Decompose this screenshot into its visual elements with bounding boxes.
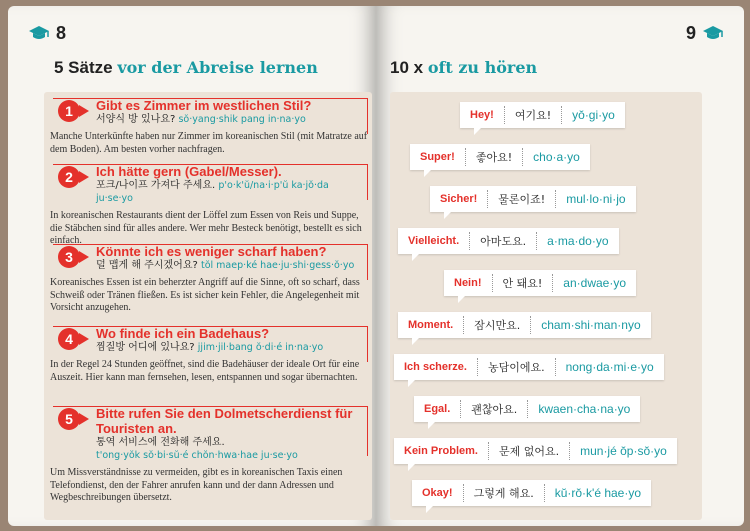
phrase-german: Ich scherze. [404, 361, 467, 373]
phrase-german: Vielleicht. [408, 235, 460, 247]
number-badge: 2 [58, 166, 80, 188]
page-title [54, 58, 318, 78]
phrase-korean: 안 돼요! [502, 277, 543, 290]
phrase-row [460, 102, 625, 128]
page-number: 8 [56, 23, 67, 43]
sentence-romanization: jjim·jil·bang ŏ·di·é in·na·yo [197, 342, 324, 353]
phrase-korean: 문제 없어요. [498, 445, 560, 458]
phrase-romanization: mun·jé ŏp·sŏ·yo [580, 444, 667, 458]
sentence-item [50, 98, 368, 156]
phrase-korean: 좋아요! [475, 151, 513, 164]
phrase-german: Hey! [470, 109, 494, 121]
phrase-korean: 여기요! [514, 109, 552, 122]
sentence-item [50, 164, 368, 248]
phrase-row [394, 354, 664, 380]
phrase-romanization: an·dwae·yo [563, 276, 626, 290]
sentence-korean: 덜 맵게 해 주시겠어요? [96, 260, 198, 271]
phrase-korean: 아마도요. [480, 235, 527, 248]
graduation-cap-icon [702, 24, 724, 42]
sentence-romanization: p'o·k'ŭ/na·i·p'ŭ ka·jŏ·da ju·se·yo [96, 180, 329, 204]
number-badge: 5 [58, 408, 80, 430]
phrases-panel [390, 92, 702, 520]
phrase-german: Super! [420, 151, 455, 163]
right-page [376, 6, 744, 526]
phrase-german: Moment. [408, 319, 454, 331]
phrase-romanization: mul·lo·ni·jo [566, 192, 626, 206]
sentence-explanation: In koreanischen Restaurants dient der Löffel zum Essen von Reis und Suppe, die Stäbchen sind für alles andere. Wer mehr Besteck benötigt, bestellt es sich einfach. [50, 210, 362, 246]
phrase-row [410, 144, 590, 170]
phrase-row [412, 480, 651, 506]
sentence-item [50, 406, 368, 505]
phrase-german: Sicher! [440, 193, 478, 205]
phrase-korean: 괜찮아요. [471, 403, 518, 416]
sentence-explanation: Koreanisches Essen ist ein beherzter Angriff auf die Sinne, oft so scharf, dass Schweiß oder Tränen fließen. Es ist sicher kein Fehler, die Angelegenheit mit Vorsicht anzugehen. [50, 277, 360, 313]
graduation-cap-icon [28, 24, 50, 42]
phrase-romanization: nong·da·mi·e·yo [565, 360, 654, 374]
sentence-explanation: Um Missverständnisse zu vermeiden, gibt es in koreanischen Taxis einen Telefondienst, den der Fahrer anrufen kann und der dann Adressen und Wegbeschreibungen übersetzt. [50, 467, 343, 503]
book-spread [8, 6, 744, 526]
sentence-romanization: t'ong·yŏk sŏ·bi·sŭ·é chŏn·hwa·hae ju·se·yo [96, 450, 298, 461]
sentence-question: Gibt es Zimmer im westlichen Stil? [96, 98, 312, 113]
phrase-korean: 농담이에요. [487, 361, 545, 374]
sentences-panel [44, 92, 372, 520]
sentence-question: Wo finde ich ein Badehaus? [96, 326, 270, 341]
phrase-romanization: yŏ·gi·yo [572, 108, 615, 122]
phrase-romanization: cho·a·yo [533, 150, 580, 164]
title-part-1: 10 x [390, 58, 428, 77]
sentence-romanization: sŏ·yang·shik pang in·na·yo [178, 114, 306, 125]
phrase-row [398, 312, 651, 338]
phrase-romanization: a·ma·do·yo [547, 234, 609, 248]
phrase-row [398, 228, 619, 254]
sentence-item [50, 244, 368, 315]
sentence-romanization: tŏl maep·ké hae·ju·shi·gess·ŏ·yo [200, 260, 355, 271]
sentence-korean: 서양식 방 있나요? [96, 114, 176, 125]
title-part-2: vor der Abreise lernen [117, 58, 318, 77]
sentence-question: Könnte ich es weniger scharf haben? [96, 244, 327, 259]
sentence-korean: 찜질방 어디에 있나요? [96, 342, 195, 353]
sentence-question: Ich hätte gern (Gabel/Messer). [96, 164, 282, 179]
phrase-row [414, 396, 640, 422]
number-badge: 4 [58, 328, 80, 350]
phrase-german: Egal. [424, 403, 451, 415]
phrase-german: Kein Problem. [404, 445, 478, 457]
sentence-item [50, 326, 368, 384]
number-badge: 3 [58, 246, 80, 268]
phrase-german: Nein! [454, 277, 482, 289]
sentence-korean: 포크/나이프 가져다 주세요. [96, 180, 216, 191]
sentence-explanation: In der Regel 24 Stunden geöffnet, sind die Badehäuser der ideale Ort für eine Auszeit. Hier kann man fernsehen, lesen, entspannen und sogar übernachten. [50, 359, 360, 383]
phrase-row [394, 438, 677, 464]
title-part-1: 5 Sätze [54, 58, 118, 77]
phrase-korean: 그렇게 해요. [473, 487, 534, 500]
phrase-romanization: kŭ·rŏ·k'é hae·yo [554, 486, 642, 500]
page-number: 9 [685, 23, 696, 43]
left-page [8, 6, 376, 526]
number-badge: 1 [58, 100, 80, 122]
phrase-romanization: cham·shi·man·nyo [541, 318, 641, 332]
sentence-question: Bitte rufen Sie den Dolmetscherdienst für Touristen an. [96, 406, 353, 436]
page-title [390, 58, 537, 78]
sentence-explanation: Manche Unterkünfte haben nur Zimmer im koreanischen Stil (mit Matratze auf dem Boden). Am besten vorher nachfragen. [50, 131, 368, 155]
sentence-korean: 통역 서비스에 전화해 주세요. [96, 437, 225, 448]
title-part-2: oft zu hören [427, 58, 538, 77]
phrase-row [430, 186, 636, 212]
phrase-korean: 물론이죠! [498, 193, 546, 206]
phrase-romanization: kwaen·cha·na·yo [538, 402, 631, 416]
phrase-korean: 잠시만요. [474, 319, 521, 332]
phrase-row [444, 270, 636, 296]
phrase-german: Okay! [422, 487, 453, 499]
